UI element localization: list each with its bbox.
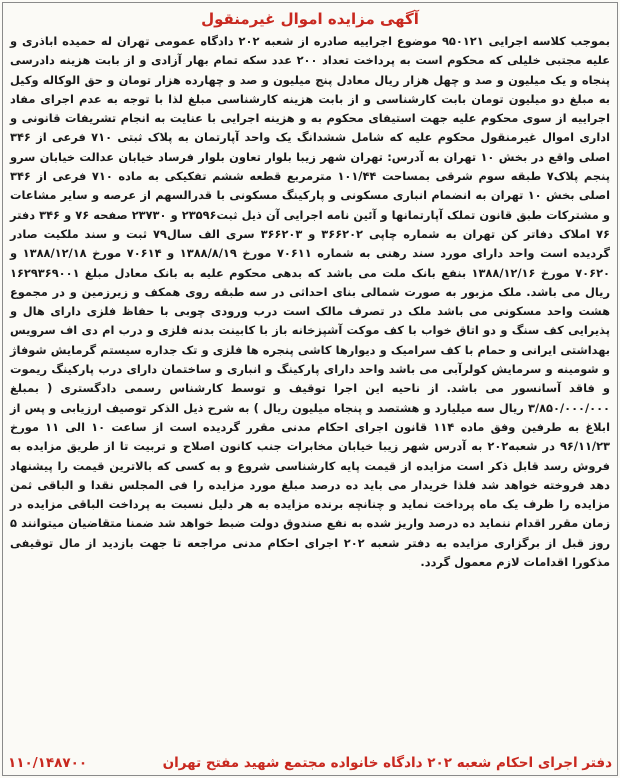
footer-code: ۱۱۰/۱۴۸۷۰۰ [8,755,88,771]
footer-issuer: دفتر اجرای احکام شعبه ۲۰۲ دادگاه خانواده مجتمع شهید مفتح تهران [162,755,612,771]
notice-body: بموجب کلاسه اجرایی ۹۵۰۱۲۱ موضوع اجراییه صادره از شعبه ۲۰۲ دادگاه عمومی تهران له حمیده اباذری و علیه مجتبی خلیلی که محکوم است به پرداخت تعداد ۲۰۰ عدد سکه تمام بهار آزادی و از بابت هزینه دادرسی پنجاه و یک میلیون و صد و چهل هزار ریال معادل پنج میلیون و صد و چهارده هزار تومان و حق الوکاله وکیل به مبلغ دو میلیون تومان بابت کارشناسی و از بابت هزینه کارشناسی مبلغ لذا با توجه به عدم اجرای مفاد اجراییه از سوی محکوم علیه جهت استیفای محکوم به و هزینه اجرایی با عنایت به انجام تشریفات قانونی و اداری اموال غیرمنقول محکوم علیه که شامل ششدانگ یک واحد آپارتمان به پلاک ثبتی ۷۱۰ فرعی از ۳۴۶ اصلی واقع در بخش ۱۰ تهران به آدرس: تهران شهر زیبا بلوار تعاون بلوار فرساد خیابان عدالت خیابان سرو پنجم پلاک۷ طبقه سوم شرقی بمساحت ۱۰۱/۴۴ مترمربع قطعه ششم تفکیکی به ماده ۷۱۰ فرعی از ۳۴۶ اصلی بخش ۱۰ تهران به انضمام انباری مسکونی و پارکینگ مسکونی با قدرالسهم از عرصه و سایر مشاعات و مشترکات طبق قانون تملک آپارتمانها و آئین نامه اجرایی آن ذیل ثبت۲۳۵۹۶ و ۲۳۷۳۰ صفحه ۷۶ و ۳۴۶ دفتر ۷۶ املاک دفاتر کن تهران به شماره چاپی ۳۶۶۲۰۲ و ۳۶۶۲۰۳ سری الف سال۷۹ ثبت و سند ملکیت صادر گردیده است واحد دارای مورد سند رهنی به شماره ۷۰۶۱۱ مورخ ۱۳۸۸/۸/۱۹ و ۷۰۶۱۴ مورخ ۱۳۸۸/۱۲/۱۸ و ۷۰۶۲۰ مورخ ۱۳۸۸/۱۲/۱۶ بنفع بانک ملت می باشد که بدهی محکوم علیه به بانک معادل مبلغ ۱۶۲۹۳۶۹۰۰۱ ریال می باشد. ملک مزبور به صورت شمالی بنای احداثی در سه طبقه روی همکف و زیرزمین و در مجموع هشت واحد مسکونی می باشد ملک در تصرف مالک است درب ورودی چوبی با حفاظ فلزی دارای هال و پذیرایی کف سنگ و دو اتاق خواب با کف موکت آشپزخانه باز با کابینت بدنه فلزی و درب ام دی اف سرویس بهداشتی ایرانی و حمام با کف سرامیک و دیوارها کاشی پنجره ها فلزی و تک جداره سیستم گرمایش شوفاژ و شومینه و سرمایش کولرآبی می باشد واحد دارای پارکینگ و انباری و ساختمان دارای درب پارکینگ ریموت و فاقد آسانسور می باشد. از ناحیه این اجرا توقیف و توسط کارشناس رسمی دادگستری ( بمبلغ ۳/۸۵۰/۰۰۰/۰۰۰ ریال سه میلیارد و هشتصد و پنجاه میلیون ریال ) به شرح ذیل الذکر توصیف ارزیابی و پس از ابلاغ به طرفین وفق ماده ۱۱۴ قانون اجرای احکام مدنی مقرر گردیده است از ساعت ۱۰ الی ۱۱ مورخ ۹۶/۱۱/۲۳ در شعبه۲۰۲ به آدرس شهر زیبا خیابان مخابرات جنب کانون اصلاح و تربیت تا از طریق مزایده به فروش رسد قابل ذکر است مزایده از قیمت پایه کارشناسی شروع و به کسی که بالاترین قیمت را پیشنهاد دهد فروخته خواهد شد فلذا خریدار می باید ده درصد مبلغ مورد مزایده را فی المجلس نقدا و الباقی ثمن مزایده را ظرف یک ماه پرداخت نماید و چنانچه برنده مزایده به هر دلیل نسبت به پرداخت الباقی مزایده در زمان مقرر اقدام ننماید ده درصد واریز شده به نفع صندوق دولت ضبط خواهد شد ضمنا متقاضیان میتوانند ۵ روز قبل از برگزاری مزایده به دفتر شعبه ۲۰۲ اجرای احکام مدنی مراجعه تا جهت بازدید از مال توقیفی مذکورا اقدامات لازم معمول گردد. [10,34,611,570]
notice-title: آگهی مزایده اموال غیرمنقول [201,10,419,28]
notice-footer [8,752,612,774]
